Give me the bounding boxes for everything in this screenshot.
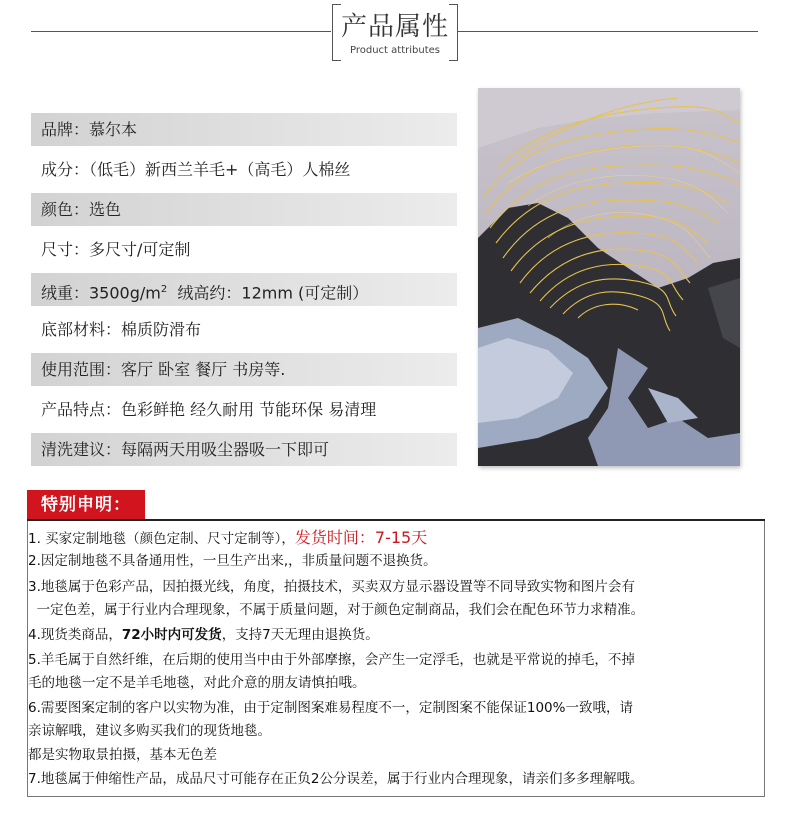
notice-label: 特别申明： — [27, 490, 145, 521]
notice-item-5b: 毛的地毯一定不是羊毛地毯，对此介意的朋友请慎拍哦。 — [28, 675, 366, 691]
notice-item-7: 7.地毯属于伸缩性产品，成品尺寸可能存在正负2公分误差，属于行业内合理现象，请亲们多多理解哦。 — [28, 771, 644, 787]
attr-brand: 品牌：慕尔本 — [31, 113, 457, 146]
product-image — [478, 88, 740, 466]
attr-size: 尺寸：多尺寸/可定制 — [41, 240, 191, 259]
notice-item-3b: 一定色差，属于行业内合理现象，不属于质量问题，对于颜色定制商品，我们会在配色环节力求精准。 — [28, 602, 645, 618]
notice-item-3a: 3.地毯属于色彩产品，因拍摄光线，角度，拍摄技术，买卖双方显示器设置等不同导致实物和图片会有 — [28, 579, 635, 595]
attr-usage: 使用范围：客厅 卧室 餐厅 书房等. — [31, 353, 457, 386]
attr-color: 颜色：选色 — [31, 193, 457, 226]
notice-item-6a: 6.需要图案定制的客户以实物为准，由于定制图案难易程度不一，定制图案不能保证100%一致哦，请 — [28, 700, 633, 716]
header-divider-left — [31, 31, 331, 32]
notice-item-1: 1. 买家定制地毯（颜色定制、尺寸定制等），发货时间：7-15天 — [28, 528, 428, 547]
header-divider-right — [458, 31, 758, 32]
notice-item-2: 2.因定制地毯不具备通用性，一旦生产出来,，非质量问题不退换货。 — [28, 553, 437, 569]
section-title: 产品属性 — [340, 12, 449, 42]
notice-item-6b: 亲谅解哦，建议多购买我们的现货地毯。 — [28, 723, 271, 739]
notice-item-4: 4.现货类商品，72小时内可发货，支持7天无理由退换货。 — [28, 627, 379, 643]
notice-item-5a: 5.羊毛属于自然纤维，在后期的使用当中由于外部摩擦，会产生一定浮毛，也就是平常说的掉毛，不掉 — [28, 652, 635, 668]
attr-features: 产品特点：色彩鲜艳 经久耐用 节能环保 易清理 — [41, 400, 377, 419]
attr-pile-weight: 绒重：$3500g/m^2$ 绒高约：12mm (可定制） — [31, 273, 457, 306]
attr-backing: 底部材料：棉质防滑布 — [41, 320, 202, 339]
attr-cleaning: 清洗建议：每隔两天用吸尘器吸一下即可 — [31, 433, 457, 466]
attr-material: 成分：（低毛）新西兰羊毛+（高毛）人棉丝 — [41, 160, 351, 179]
rug-artwork — [478, 88, 740, 466]
section-subtitle: Product attributes — [350, 45, 440, 56]
notice-item-6c: 都是实物取景拍摄，基本无色差 — [28, 747, 217, 763]
header-bracket-right — [449, 4, 458, 61]
